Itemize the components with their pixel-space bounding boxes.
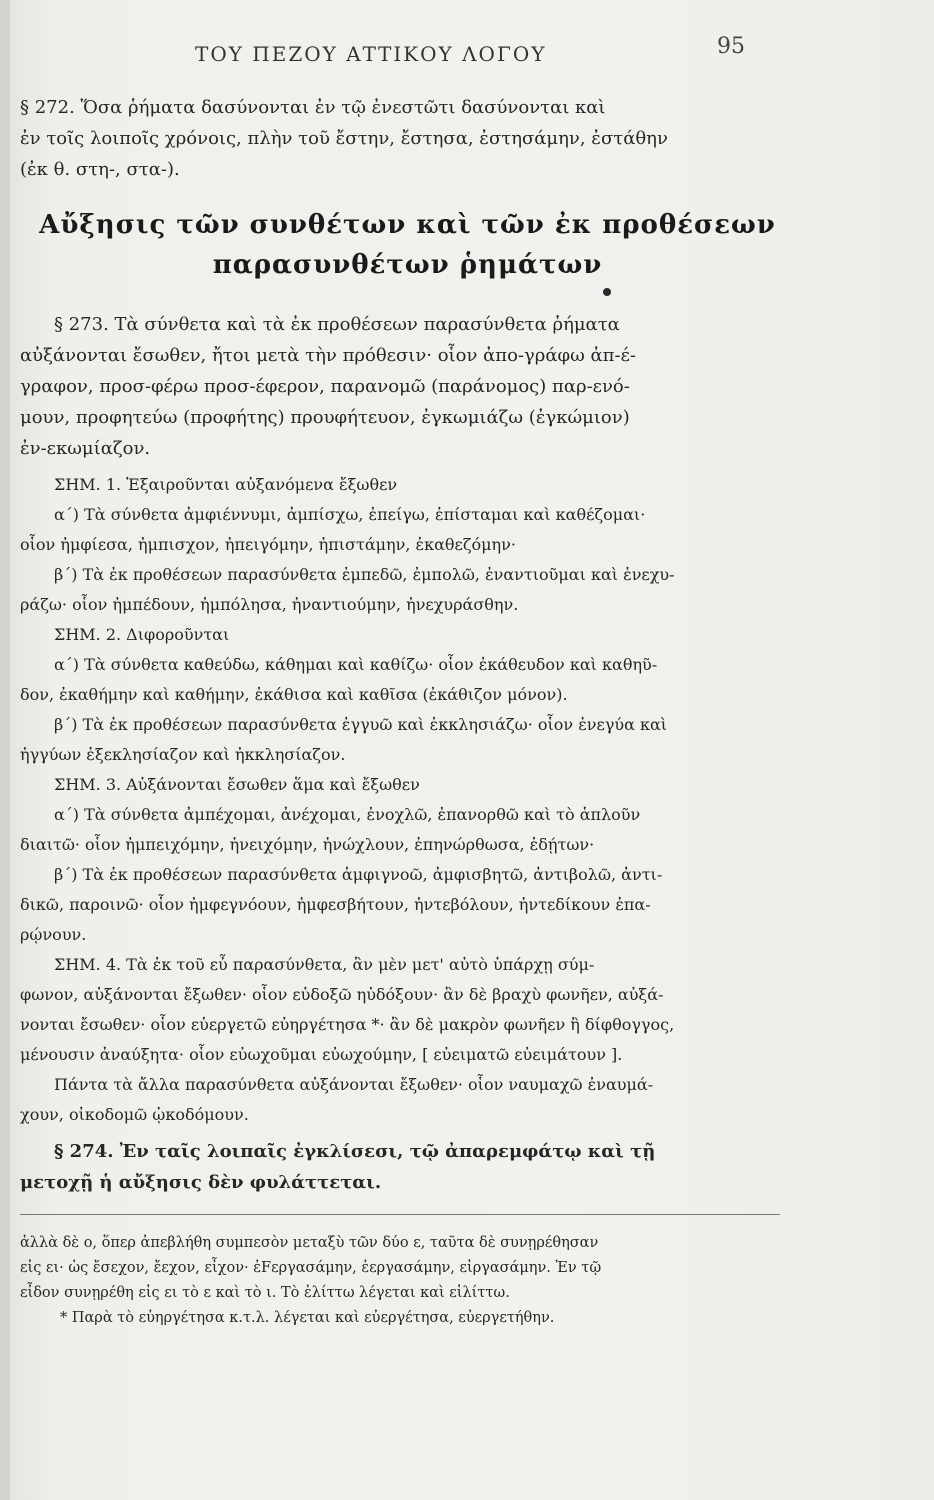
section-heading-line: Αὔξησις τῶν συνθέτων καὶ τῶν ἐκ προθέσεων: [39, 210, 776, 240]
note-1-line: ράζω· οἷον ἠμπέδουν, ἠμπόλησα, ἠναντιούμην, ἠνεχυράσθην.: [20, 595, 519, 614]
section-273-line: § 273. Τὰ σύνθετα καὶ τὰ ἐκ προθέσεων παρασύνθετα ῥήματα: [54, 314, 620, 335]
section-272-line: § 272. Ὅσα ῥήματα δασύνονται ἐν τῷ ἐνεστῶτι δασύνονται καὶ: [20, 97, 606, 118]
note-2-line: β΄) Τὰ ἐκ προθέσεων παρασύνθετα ἐγγυῶ καὶ ἐκκλησιάζω· οἷον ἐνεγύα καὶ: [54, 715, 668, 734]
footnote-line: ἀλλὰ δὲ ο, ὅπερ ἀπεβλήθη συμπεσὸν μεταξὺ τῶν δύο ε, ταῦτα δὲ συνῃρέθησαν: [20, 1235, 599, 1251]
note-4-line: μένουσιν ἀναύξητα· οἷον εὐωχοῦμαι εὐωχούμην, [ εὐειματῶ εὐειμάτουν ].: [20, 1045, 623, 1064]
note-3-line: δικῶ, παροινῶ· οἷον ἠμφεγνόουν, ἠμφεσβήτουν, ἠντεβόλουν, ἠντεδίκουν ἐπα-: [20, 895, 651, 914]
note-3-line: διαιτῶ· οἷον ἠμπειχόμην, ἠνειχόμην, ἠνώχλουν, ἐπηνώρθωσα, ἐδῄτων·: [20, 835, 595, 854]
section-273-line: γραφον, προσ-φέρω προσ-έφερον, παρανομῶ (παράνομος) παρ-ενό-: [20, 376, 630, 397]
section-heading-line: παρασυνθέτων ῥημάτων: [212, 250, 603, 280]
note-4-line: φωνον, αὐξάνονται ἔξωθεν· οἷον εὐδοξῶ ηὐδόξουν· ἂν δὲ βραχὺ φωνῆεν, αὐξά-: [20, 985, 664, 1004]
section-274-line: § 274. Ἐν ταῖς λοιπαῖς ἐγκλίσεσι, τῷ ἀπαρεμφάτῳ καὶ τῇ: [54, 1141, 656, 1162]
section-272-line: ἐν τοῖς λοιποῖς χρόνοις, πλὴν τοῦ ἔστην, ἔστησα, ἐστησάμην, ἐστάθην: [20, 128, 668, 149]
section-273-line: ἐν-εκωμίαζον.: [20, 438, 151, 459]
footnote-line: εἶδον συνῃρέθη εἰς ει τὸ ε καὶ τὸ ι. Τὸ ἑλίττω λέγεται καὶ εἱλίττω.: [20, 1285, 510, 1301]
section-274-line: μετοχῇ ἡ αὔξησις δὲν φυλάττεται.: [20, 1172, 382, 1193]
note-3-line: ρῴνουν.: [20, 925, 87, 944]
note-2-line: α΄) Τὰ σύνθετα καθεύδω, κάθημαι καὶ καθίζω· οἷον ἐκάθευδον καὶ καθηῦ-: [54, 655, 658, 674]
running-head: ΤΟΥ ΠΕΖΟΥ ΑΤΤΙΚΟΥ ΛΟΓΟΥ: [195, 42, 547, 66]
page-number: 95: [717, 34, 745, 59]
note-4-line: χουν, οἰκοδομῶ ᾠκοδόμουν.: [20, 1105, 249, 1124]
note-4-line: Πάντα τὰ ἄλλα παρασύνθετα αὐξάνονται ἔξωθεν· οἷον ναυμαχῶ ἐναυμά-: [54, 1075, 654, 1094]
note-2-line: ἠγγύων ἐξεκλησίαζον καὶ ἠκκλησίαζον.: [20, 745, 346, 764]
section-272-line: (ἐκ θ. στη-, στα-).: [20, 159, 180, 180]
footnote-divider: [20, 1214, 780, 1215]
note-4-line: νονται ἔσωθεν· οἷον εὐεργετῶ εὐηργέτησα *· ἂν δὲ μακρὸν φωνῆεν ἢ δίφθογγος,: [20, 1015, 675, 1034]
note-2-heading: ΣΗΜ. 2. Διφοροῦνται: [54, 625, 230, 644]
page-gutter-shadow: [0, 0, 10, 1500]
note-4-line: ΣΗΜ. 4. Τὰ ἐκ τοῦ εὖ παρασύνθετα, ἂν μὲν μετ' αὐτὸ ὑπάρχῃ σύμ-: [54, 955, 595, 974]
note-3-line: β΄) Τὰ ἐκ προθέσεων παρασύνθετα ἀμφιγνοῶ, ἀμφισβητῶ, ἀντιβολῶ, ἀντι-: [54, 865, 663, 884]
note-3-line: α΄) Τὰ σύνθετα ἀμπέχομαι, ἀνέχομαι, ἐνοχλῶ, ἐπανορθῶ καὶ τὸ ἁπλοῦν: [54, 805, 641, 824]
note-2-line: δον, ἐκαθήμην καὶ καθήμην, ἐκάθισα καὶ καθῖσα (ἐκάθιζον μόνον).: [20, 685, 568, 704]
section-273-line: μουν, προφητεύω (προφήτης) προυφήτευον, ἐγκωμιάζω (ἐγκώμιον): [20, 407, 630, 428]
ink-dot-mark: [603, 288, 611, 296]
section-heading: [20, 205, 795, 285]
note-3-heading: ΣΗΜ. 3. Αὐξάνονται ἔσωθεν ἅμα καὶ ἔξωθεν: [54, 775, 420, 794]
footnote-line: εἰς ει· ὡς ἔσεχον, ἔεχον, εἶχον· ἐFεργασάμην, ἐεργασάμην, εἰργασάμην. Ἐν τῷ: [20, 1260, 602, 1276]
note-1-line: α΄) Τὰ σύνθετα ἀμφιέννυμι, ἀμπίσχω, ἐπείγω, ἐπίσταμαι καὶ καθέζομαι·: [54, 505, 646, 524]
note-1-line: β΄) Τὰ ἐκ προθέσεων παρασύνθετα ἐμπεδῶ, ἐμπολῶ, ἐναντιοῦμαι καὶ ἐνεχυ-: [54, 565, 675, 584]
body-text: [20, 92, 795, 1331]
note-1-line: οἷον ἠμφίεσα, ἠμπισχον, ἠπειγόμην, ἠπιστάμην, ἐκαθεζόμην·: [20, 535, 516, 554]
footnote-line: * Παρὰ τὸ εὐηργέτησα κ.τ.λ. λέγεται καὶ εὐεργέτησα, εὐεργετήθην.: [60, 1310, 555, 1326]
section-273-line: αὐξάνονται ἔσωθεν, ἤτοι μετὰ τὴν πρόθεσιν· οἷον ἀπο-γράφω ἀπ-έ-: [20, 345, 636, 366]
note-1-heading: ΣΗΜ. 1. Ἐξαιροῦνται αὐξανόμενα ἔξωθεν: [54, 475, 398, 494]
